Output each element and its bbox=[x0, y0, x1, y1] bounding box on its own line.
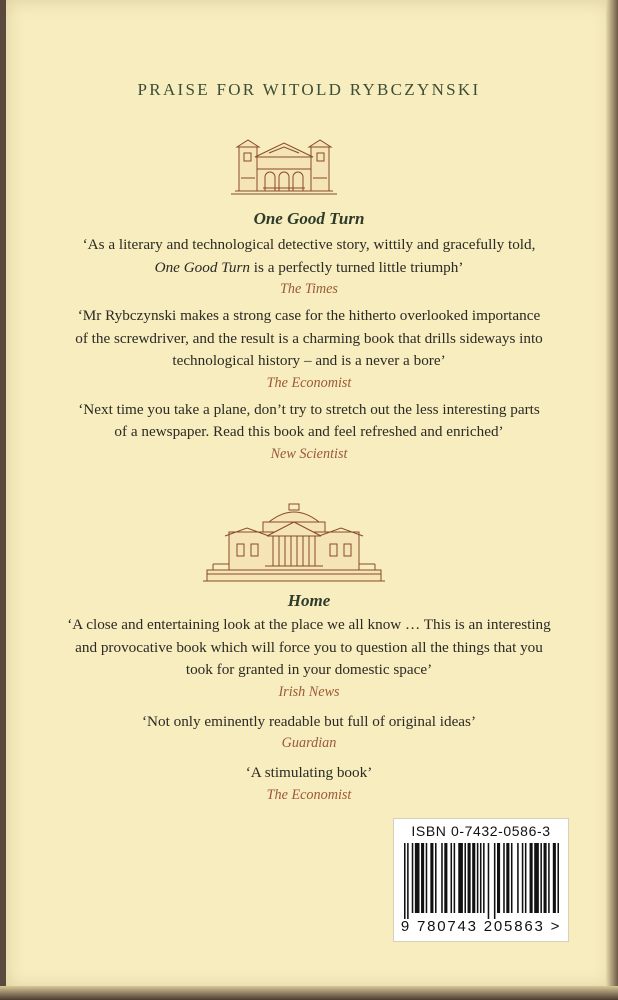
review-line: of the screwdriver, and the result is a charming book that drills sideways into bbox=[75, 329, 543, 347]
praise-heading: PRAISE FOR WITOLD RYBCZYNSKI bbox=[137, 80, 481, 99]
review-line: ‘A stimulating book’ bbox=[245, 764, 373, 781]
villa-illustration-icon bbox=[229, 133, 339, 197]
book-section-one-good-turn bbox=[0, 208, 618, 464]
review-line: ‘Not only eminently readable but full of original ideas’ bbox=[141, 712, 477, 730]
ean-digits: 9 780743 205863 > bbox=[400, 918, 562, 935]
review-line: technological history – and is a never a bore’ bbox=[172, 352, 446, 369]
review-line: ‘As a literary and technological detective story, wittily and gracefully told, bbox=[82, 236, 536, 253]
book-title-inline: One Good Turn bbox=[154, 258, 250, 276]
cover-edge-bottom bbox=[0, 986, 618, 1000]
book-title: Home bbox=[287, 591, 331, 610]
cover-edge-right bbox=[606, 0, 618, 988]
barcode-icon bbox=[402, 843, 560, 924]
review-line: ‘Next time you take a plane, don’t try to stretch out the less interesting parts bbox=[78, 400, 540, 418]
review-source: Guardian bbox=[281, 735, 337, 751]
review-line: ‘A close and entertaining look at the place we all know … This is an interesting bbox=[67, 616, 551, 633]
book-section-home bbox=[0, 590, 618, 805]
review-source: Irish News bbox=[278, 683, 340, 700]
review-line: ‘Mr Rybczynski makes a strong case for the hitherto overlooked importance bbox=[77, 307, 541, 324]
review-line: took for granted in your domestic space’ bbox=[185, 661, 433, 678]
book-title: One Good Turn bbox=[253, 209, 365, 228]
review-line: and provocative book which will force you to question all the things that you bbox=[75, 638, 543, 656]
review-source: New Scientist bbox=[270, 445, 348, 462]
review-line: of a newspaper. Read this book and feel refreshed and enriched’ bbox=[114, 423, 504, 440]
barcode-label bbox=[393, 818, 569, 942]
review-source: The Economist bbox=[266, 374, 352, 391]
isbn-text: ISBN 0-7432-0586-3 bbox=[411, 823, 551, 839]
rotunda-villa-illustration-icon bbox=[203, 500, 385, 584]
review-source: The Economist bbox=[266, 786, 352, 803]
review-line: One Good Turn is a perfectly turned little triumph’ bbox=[154, 258, 464, 276]
review-source: The Times bbox=[280, 281, 338, 297]
